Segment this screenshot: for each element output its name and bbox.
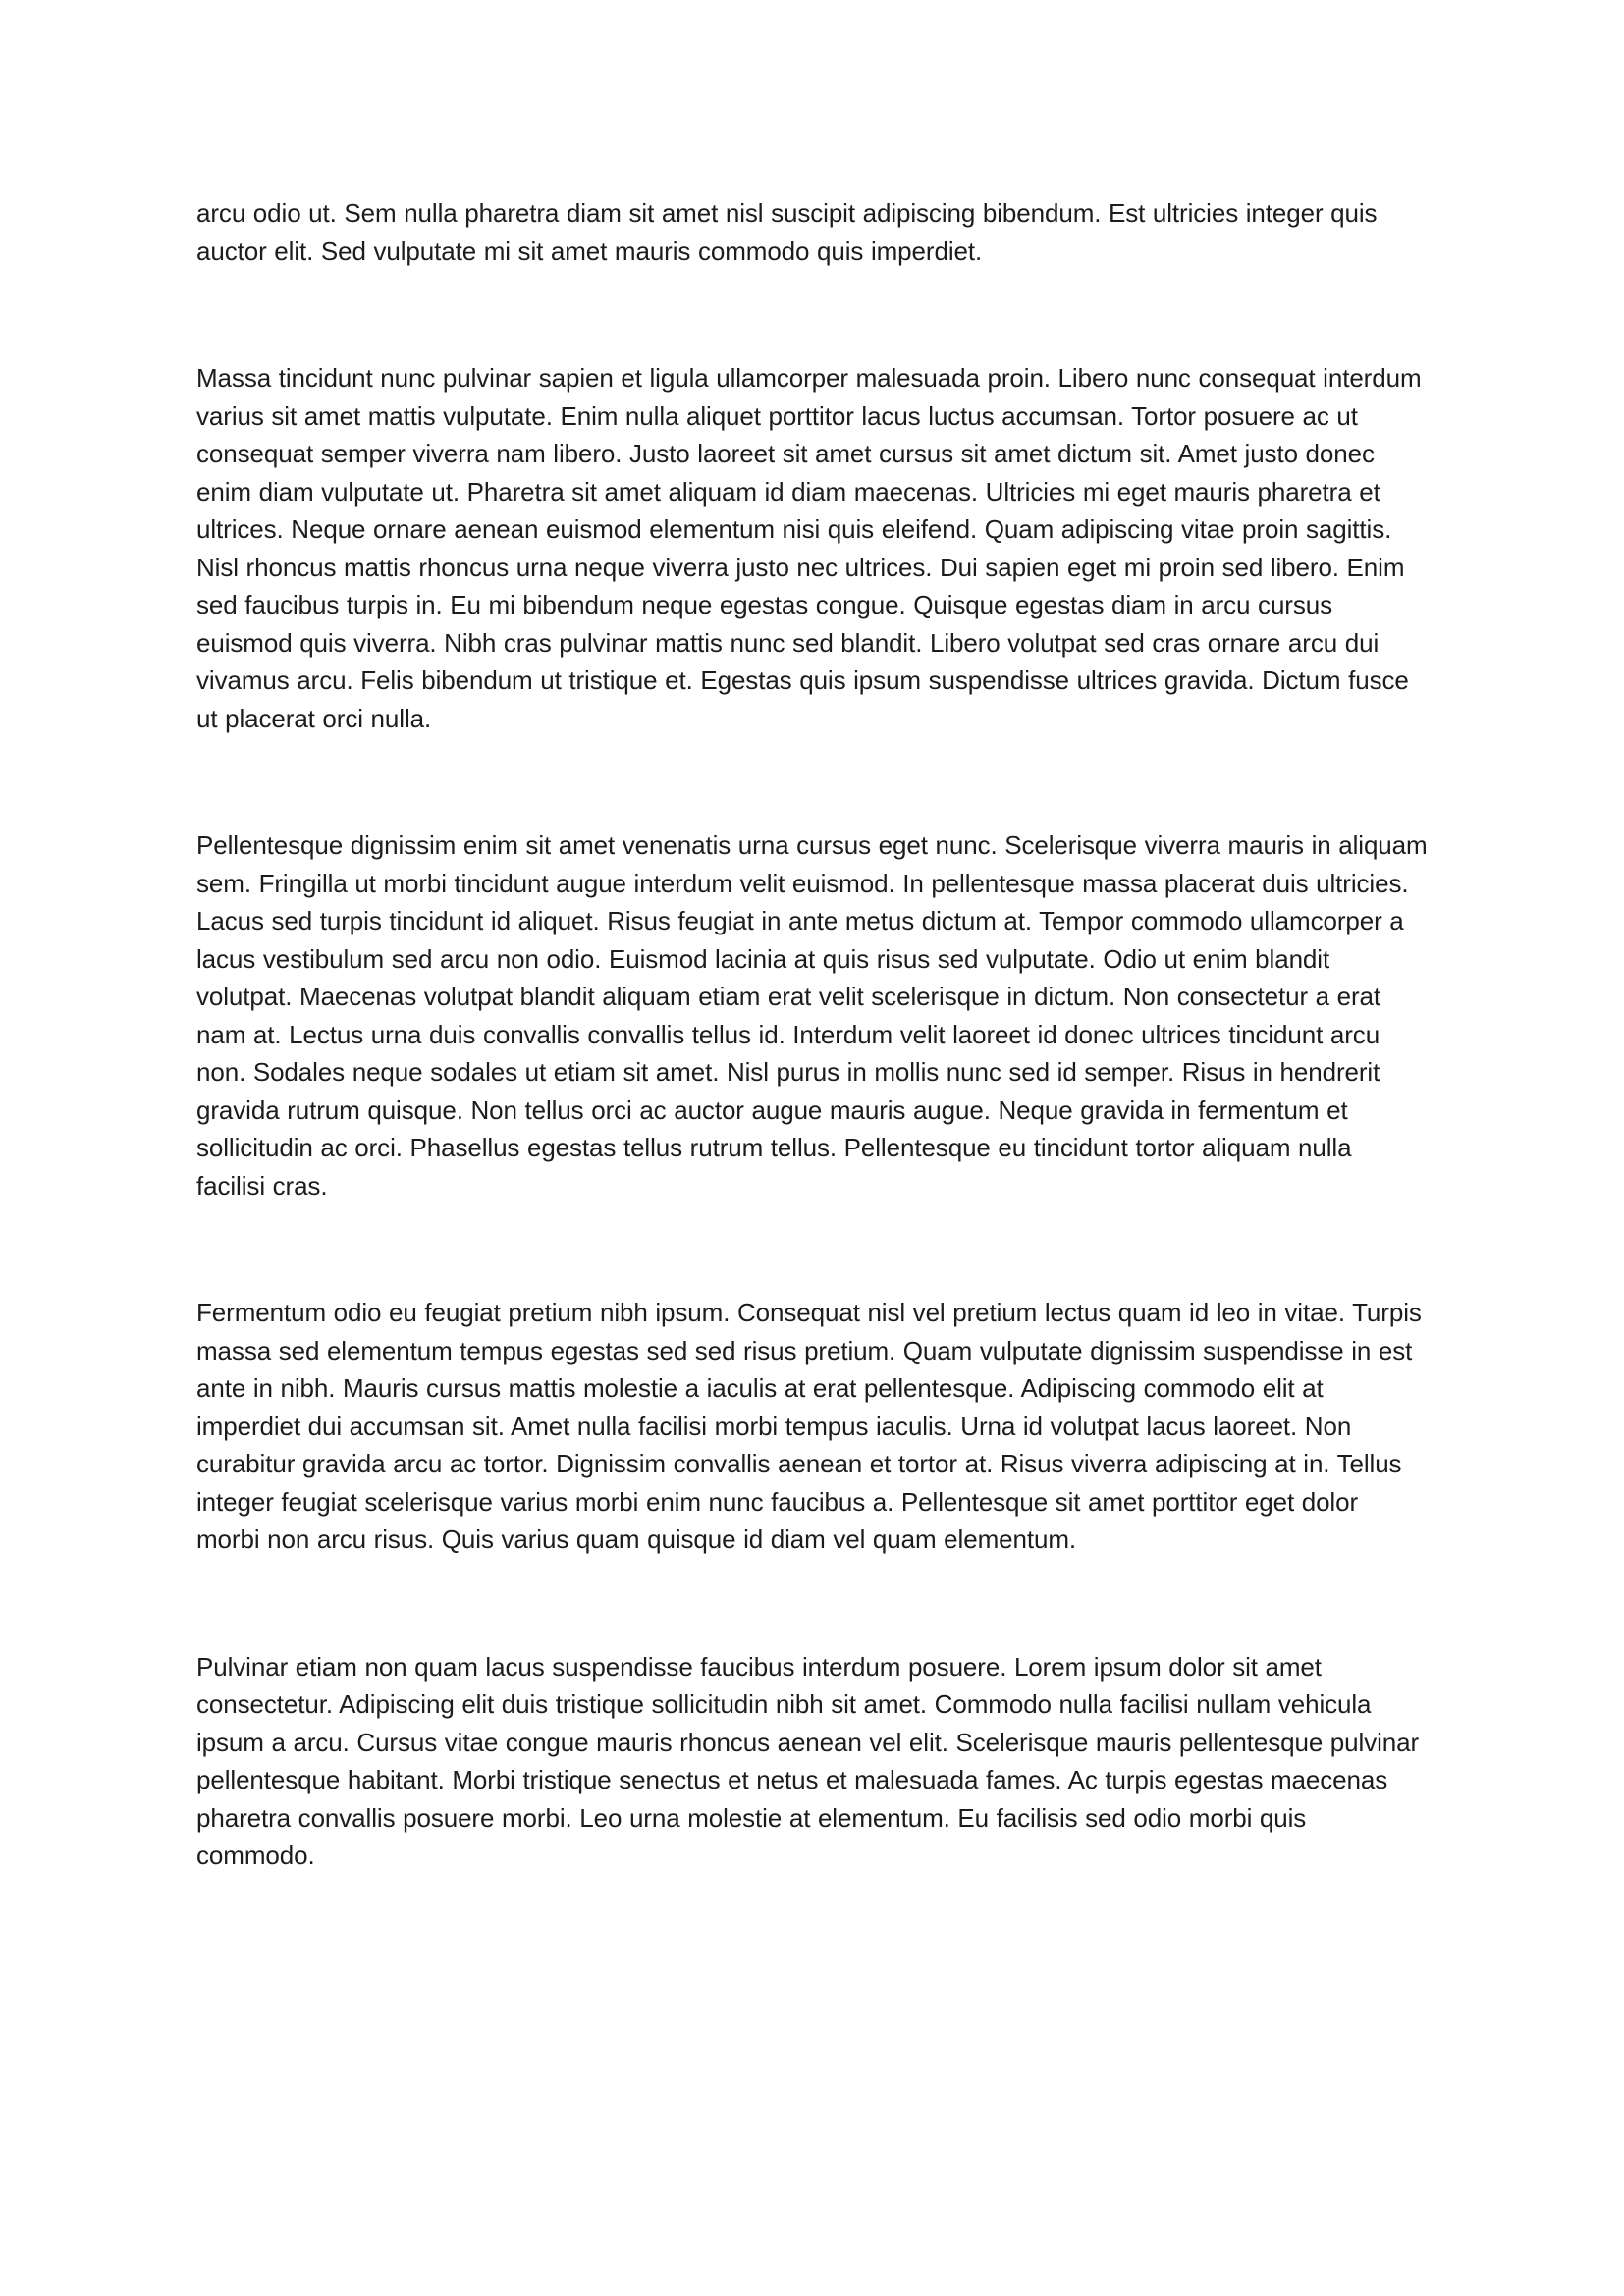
paragraph-4: Fermentum odio eu feugiat pretium nibh ipsum. Consequat nisl vel pretium lectus quam id leo in vitae. Turpis massa sed elementum tempus egestas sed sed risus pretium. Quam vulputate dignissim suspendisse in est ante in nibh. Mauris cursus mattis molestie a iaculis at erat pellentesque. Adipiscing commodo elit at imperdiet dui accumsan sit. Amet nulla facilisi morbi tempus iaculis. Urna id volutpat lacus laoreet. Non curabitur gravida arcu ac tortor. Dignissim convallis aenean et tortor at. Risus viverra adipiscing at in. Tellus integer feugiat scelerisque varius morbi enim nunc faucibus a. Pellentesque sit amet porttitor eget dolor morbi non arcu risus. Quis varius quam quisque id diam vel quam elementum. [196,1298,1422,1554]
paragraph-3: Pellentesque dignissim enim sit amet venenatis urna cursus eget nunc. Scelerisque viverra mauris in aliquam sem. Fringilla ut morbi tincidunt augue interdum velit euismod. In pellentesque massa placerat duis ultricies. Lacus sed turpis tincidunt id aliquet. Risus feugiat in ante metus dictum at. Tempor commodo ullamcorper a lacus vestibulum sed arcu non odio. Euismod lacinia at quis risus sed vulputate. Odio ut enim blandit volutpat. Maecenas volutpat blandit aliquam etiam erat velit scelerisque in dictum. Non consectetur a erat nam at. Lectus urna duis convallis convallis tellus id. Interdum velit laoreet id donec ultrices tincidunt arcu non. Sodales neque sodales ut etiam sit amet. Nisl purus in mollis nunc sed id semper. Risus in hendrerit gravida rutrum quisque. Non tellus orci ac auctor augue mauris augue. Neque gravida in fermentum et sollicitudin ac orci. Phasellus egestas tellus rutrum tellus. Pellentesque eu tincidunt tortor aliquam nulla facilisi cras. [196,830,1428,1201]
paragraph-1: arcu odio ut. Sem nulla pharetra diam sit amet nisl suscipit adipiscing bibendum. Est ultricies integer quis auctor elit. Sed vulputate mi sit amet mauris commodo quis imperdiet. [196,198,1378,266]
paragraph-5: Pulvinar etiam non quam lacus suspendisse faucibus interdum posuere. Lorem ipsum dolor sit amet consectetur. Adipiscing elit duis tristique sollicitudin nibh sit amet. Commodo nulla facilisi nullam vehicula ipsum a arcu. Cursus vitae congue mauris rhoncus aenean vel elit. Scelerisque mauris pellentesque pulvinar pellentesque habitant. Morbi tristique senectus et netus et malesuada fames. Ac turpis egestas maecenas pharetra convallis posuere morbi. Leo urna molestie at elementum. Eu facilisis sed odio morbi quis commodo. [196,1651,1420,1870]
paragraph-2: Massa tincidunt nunc pulvinar sapien et ligula ullamcorper malesuada proin. Libero nunc consequat interdum varius sit amet mattis vulputate. Enim nulla aliquet porttitor lacus luctus accumsan. Tortor posuere ac ut consequat semper viverra nam libero. Justo laoreet sit amet cursus sit amet dictum sit. Amet justo donec enim diam vulputate ut. Pharetra sit amet aliquam id diam maecenas. Ultricies mi eget mauris pharetra et ultrices. Neque ornare aenean euismod elementum nisi quis eleifend. Quam adipiscing vitae proin sagittis. Nisl rhoncus mattis rhoncus urna neque viverra justo nec ultrices. Dui sapien eget mi proin sed libero. Enim sed faucibus turpis in. Eu mi bibendum neque egestas congue. Quisque egestas diam in arcu cursus euismod quis viverra. Nibh cras pulvinar mattis nunc sed blandit. Libero volutpat sed cras ornare arcu dui vivamus arcu. Felis bibendum ut tristique et. Egestas quis ipsum suspendisse ultrices gravida. Dictum fusce ut placerat orci nulla. [196,363,1422,733]
document-body [196,194,1428,1875]
